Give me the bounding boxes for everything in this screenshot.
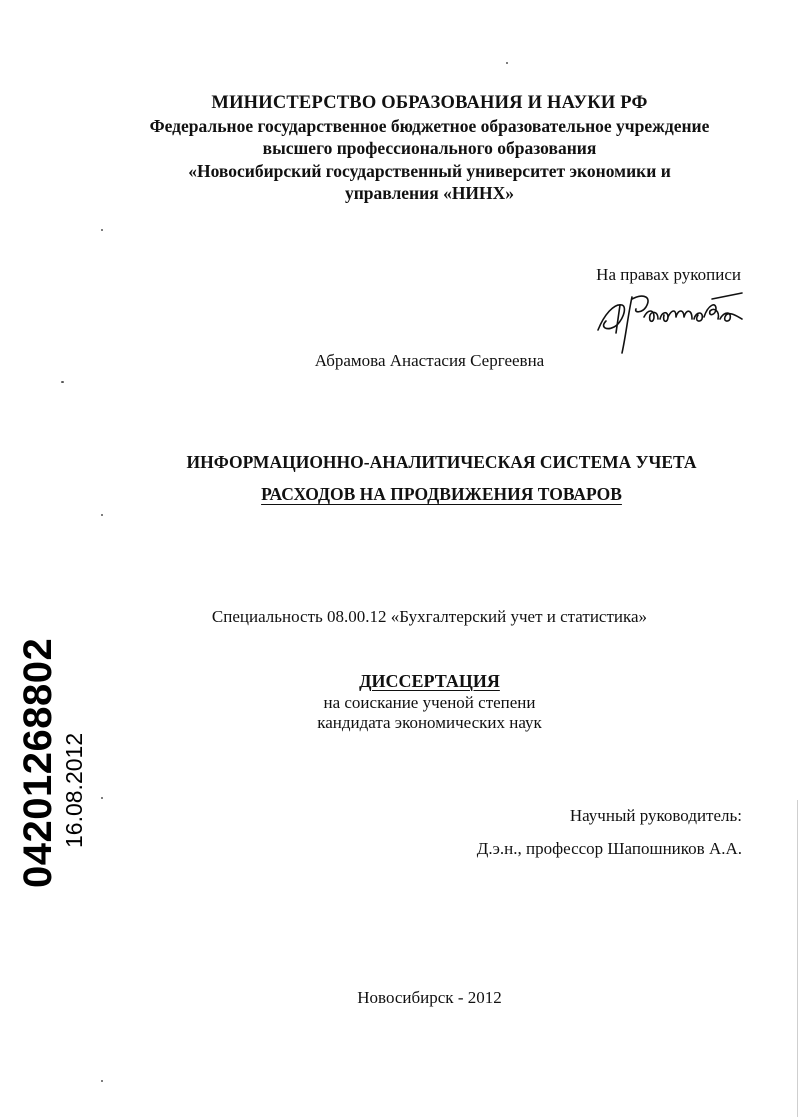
thesis-heading: ДИССЕРТАЦИЯ — [359, 671, 500, 691]
scan-speck — [101, 229, 103, 231]
title-line-2: РАСХОДОВ НА ПРОДВИЖЕНИЯ ТОВАРОВ — [261, 484, 622, 504]
institution-line-2: высшего профессионального образования — [262, 138, 597, 158]
institution-line-4: управления «НИНХ» — [344, 183, 515, 203]
scan-speck — [61, 381, 64, 383]
author-name: Абрамова Анастасия Сергеевна — [314, 351, 545, 370]
supervisor-name: Д.э.н., профессор Шапошников А.А. — [476, 839, 742, 858]
dissertation-title — [42, 446, 799, 510]
institution-line-1: Федеральное государственное бюджетное образовательное учреждение — [149, 115, 710, 136]
institution-line-3: «Новосибирский государственный университет экономики и — [188, 160, 671, 181]
stamp-number: 04201268802 — [16, 637, 60, 888]
supervisor-label: Научный руководитель: — [569, 806, 742, 825]
thesis-line-1: на соискание ученой степени — [323, 693, 536, 712]
thesis-block — [30, 670, 799, 733]
rights-note: На правах рукописи — [596, 265, 741, 284]
thesis-line-2: кандидата экономических наук — [317, 713, 542, 732]
ministry-name: МИНИСТЕРСТВО ОБРАЗОВАНИЯ И НАУКИ РФ — [211, 93, 648, 113]
handwritten-signature — [592, 275, 752, 355]
scan-speck — [506, 62, 508, 64]
scan-edge-line — [797, 800, 798, 1117]
header-block — [30, 92, 799, 205]
scan-speck — [101, 1080, 103, 1082]
supervisor-block — [477, 799, 742, 865]
specialty-line: Специальность 08.00.12 «Бухгалтерский учет и статистика» — [211, 607, 648, 626]
stamp-date: 16.08.2012 — [61, 732, 87, 848]
scan-speck — [101, 797, 103, 799]
city-year: Новосибирск - 2012 — [357, 988, 502, 1007]
title-line-1: ИНФОРМАЦИОННО-АНАЛИТИЧЕСКАЯ СИСТЕМА УЧЕТА — [186, 452, 697, 472]
scan-speck — [101, 514, 103, 516]
